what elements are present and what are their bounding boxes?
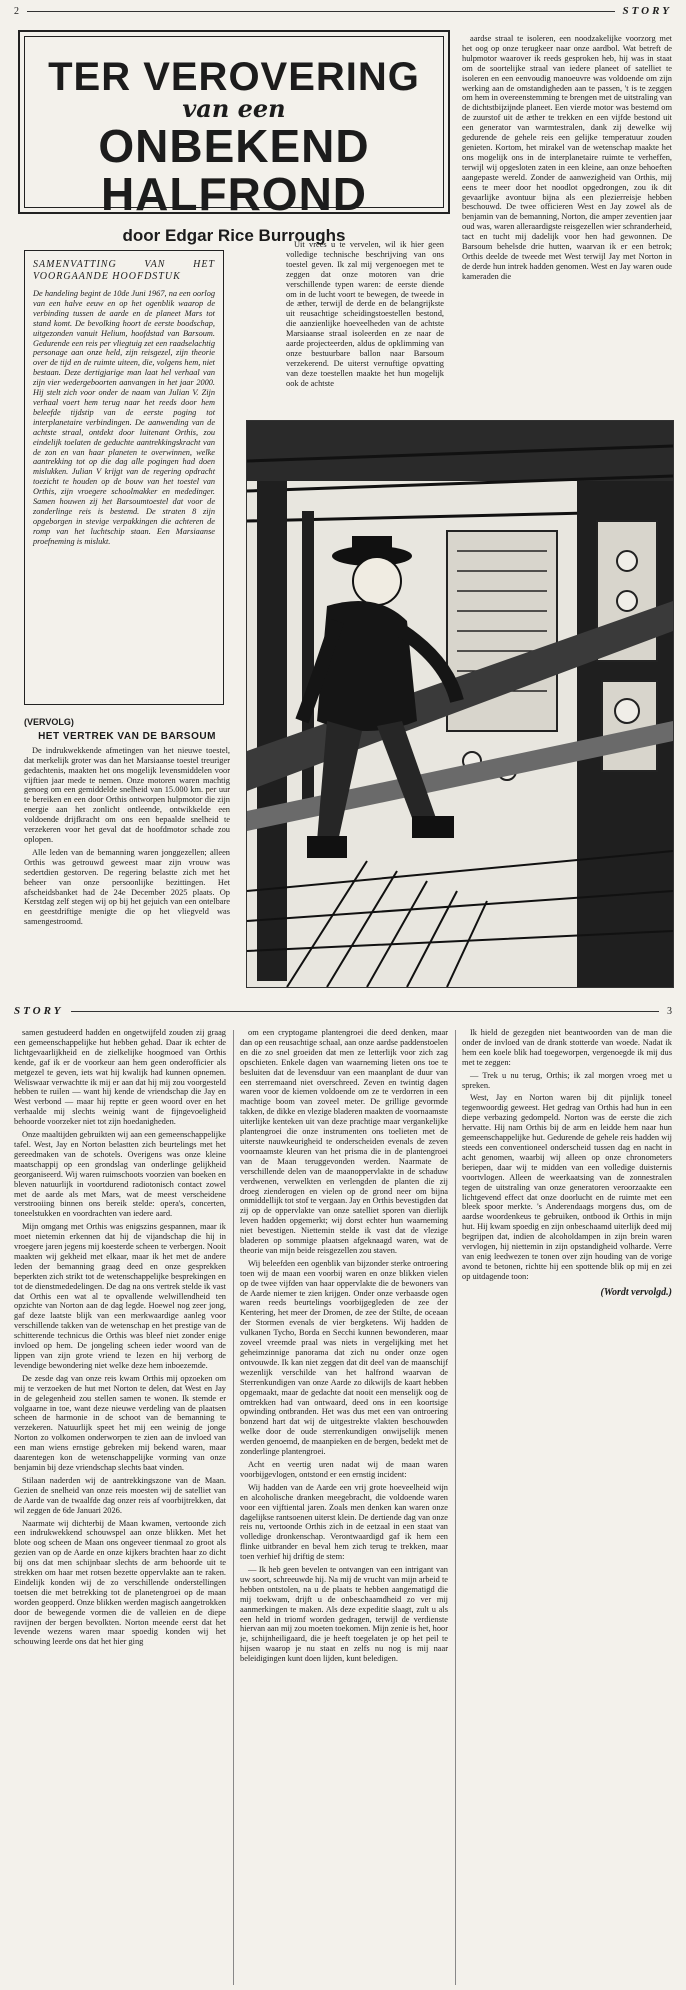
page-right	[0, 1000, 686, 1990]
article-column-3	[462, 1028, 672, 1528]
paragraph: Stilaan naderden wij de aantrekkingszone van de Maan. Gezien de snelheid van onze reis moesten wij de satelliet van de Aarde van de twaalfde dag onzer reis af voorbijtrekken, dat wil zeggen de 6de Januari 2026.	[14, 1475, 226, 1515]
magazine-name: STORY	[622, 5, 672, 17]
paragraph: Acht en veertig uren nadat wij de maan waren voorbijgevlogen, ontstond er een ernstig incident:	[240, 1459, 448, 1479]
paragraph: aardse straal te isoleren, een noodzakelijke voorzorg met het oog op onze terugkeer naar onze aardbol. Wat betreft de hulpmotor waarover ik reeds gesproken heb, hij was in staat om de soortelijke straal van iedere planeet of satelliet te isoleren en een eenvoudig manoeuvre was voldoende om zijn werking aan de omstandigheden aan te passen, 't is te zeggen om hem in overeenstemming te brengen met de uitstraling van de dichtstbijzijnde planeet. Een vierde motor was bestemd om de zuurstof uit de æther te trekken en een vijfde bestond uit een generator van warmtestralen, dank zij dewelke wij gedurende de gehele reis een gelijke temperatuur zouden genieten. Kortom, het mirakel van de wetenschap maakte het ons mogelijk ons in de interplanetaire ruimte te verheffen, terwijl wij opgesloten zaten in een kleine, aan onze behoeften aangepaste wereld. Zonder de aanwezigheid van Orthis, mij eens te meer door het noodlot opgedrongen, zou ik dit gevaarlijke avontuur bijna als een plezierreisje hebben beschouwd. De twee officieren West en Jay zowel als de benjamin van de bemanning, Norton, die amper zeventien jaar oud was, waren alleraardigste reisgezellen wier schranderheid, tact en tucht mij dadelijk voor hen had gewonnen. De Barsoum behelsde drie hutten, waarvan ik er een betrok; Orthis deelde de tweede met West terwijl Jay met Norton in de derde hun intrek hadden genomen. West en Jay waren oude kameraden die	[462, 34, 672, 281]
paragraph: Alle leden van de bemanning waren jonggezellen; alleen Orthis was getrouwd geweest maar zijn vrouw was sedertdien gestorven. De regering belastte zich met het beheer van onze persoonlijke bezittingen. Het afscheidsbanket had de 24e December 2025 plaats. Op Kerstdag zelf stegen wij op bij het gejuich van een ontelbare en geestdriftige menigte die op het vliegveld was samengestroomd.	[24, 847, 230, 927]
byline: door Edgar Rice Burroughs	[122, 226, 346, 245]
paragraph: De zesde dag van onze reis kwam Orthis mij opzoeken om mij te verzoeken de hut met Norton te delen, dat West en Jay in de gelegenheid zou stellen samen te wonen. Ik stemde er volgaarne in toe, want deze nieuwe verdeling van de plaatsen scheen de harmonie in de schoot van de bemanning te verzekeren. Natuurlijk speet het mij een weinig de jonge Norton zo volkomen onderworpen te zien aan de invloed van een man wiens ernstige gebreken mij bekend waren, maar daarentegen kon de wetenschappelijke vorming van onze benjamin bij deze vriendschap slechts baat vinden.	[14, 1373, 226, 1472]
title-line-3: ONBEKEND HALFROND	[98, 120, 370, 220]
summary-heading: SAMENVATTING VAN HET VOORGAANDE HOOFDSTUK	[33, 259, 215, 282]
section-heading: HET VERTREK VAN DE BARSOUM	[38, 730, 216, 742]
story-title-box	[18, 30, 450, 245]
paragraph: — Ik heb geen bevelen te ontvangen van een intrigant van uw soort, schreeuwde hij. Na mij de vrucht van mijn arbeid te hebben ontstolen, na u de plaats te hebben aangematigd die mij toekwam, drijft u de onbeschaamdheid zo ver mij aanmerkingen te maken. Als deze expeditie slaagt, zult u als een held in triomf worden gedragen, terwijl de verdienste hiervan aan mij zou moeten toekomen. Mijn zenie is het, hoor je, schijnheiligaard, die je heeft toegelaten je op het peil te hijsen waarop je nu staat en zelfs nu nog is mij naar beleidigingen kunt doen lijden, kunt beledigen.	[240, 1565, 448, 1664]
page-number: 3	[667, 1005, 672, 1017]
article-column-2	[240, 1028, 448, 1986]
paragraph: Uit vrees u te vervelen, wil ik hier geen volledige technische beschrijving van ons toestel geven. Ik zal mij vergenoegen met te zeggen dat onze motoren van drie verschillende typen waren: de eerste diende om in de lucht voort te bewegen, de tweede in de æther, terwijl de derde en de belangrijkste uit reusachtige scheidingstoestellen bestond, die aanzienlijke hoeveelheden van de achtste Marsiaanse straal isoleerden en ze naar de aarde projecteerden, aldus de opklimming van onze bestuurbare ballon naar Barsoum verzekerend. De uiterst vernuftige opvatting van deze toestellen maakte het hun mogelijk ook de achtste	[286, 240, 444, 388]
magazine-name: STORY	[14, 1005, 64, 1017]
title-line-2: van een	[182, 94, 286, 123]
paragraph: Ik hield de gezegden niet beantwoorden van de man die onder de invloed van de drank stotterde van woede. Nadat ik hem een koele blik had toegeworpen, vergenoegde ik mij dus met te zeggen:	[462, 1028, 672, 1067]
article-column-3	[462, 34, 672, 419]
illustration-engine-room	[247, 421, 673, 987]
article-column-2-intro	[286, 240, 444, 415]
article-column-1	[24, 712, 230, 992]
running-head	[14, 4, 672, 18]
paragraph: — Trek u nu terug, Orthis; ik zal morgen vroeg met u spreken.	[462, 1070, 672, 1090]
paragraph: De indrukwekkende afmetingen van het nieuwe toestel, dat merkelijk groter was dan het Marsiaanse toestel treuriger gedachtenis, maakten het ons mogelijk levensmiddelen voor vijftien jaar mede te nemen. Onze motoren waren machtig genoeg om een gemiddelde snelheid van 15.000 km. per uur te bereiken en een door Orthis ontworpen hulpmotor die zijn energie aan het zonlicht ontleende, ontwikkelde een voldoende drijfkracht om ons een bepaalde snelheid te verzekeren voor het geval dat de hoofdmotor schade zou oplopen.	[24, 745, 230, 844]
paragraph: om een cryptogame plantengroei die deed denken, maar dan op een reusachtige schaal, aan onze aardse paddenstoelen en die zo snel groeiden dat men ze letterlijk voor zich zag opschieten. Enkele dagen van waarneming lieten ons toe te besluiten dat de levensduur van een maanplant de duur van een sterremaand niet overschreed. Zeven en twintig dagen waren voor de kiemen voldoende om ze te verdorren in een machtige boom van zoveel meter. De grillige gevormde takken, de dikke en vlezige bladeren maakten de voornaamste uiterlijke kenteken uit van deze prachtige maar vergankelijke plantengroei die onze instrumenten ons toelieten met de uiterste nauwkeurigheid te onderscheiden evenals de zeven voornaamste kleuren van het prisma die in de plantengroei van de Maan teruggevonden werden. Naarmate de verschillende delen van de maanoppervlakte in de schaduw verdwenen, verwelkten en verlengden de planten die zij droeg zienderogen en vielen op de grond neer om bijna onmiddellijk tot stof te vergaan. Jay en Orthis bevestigden dat zij op de oppervlakte van onze satelliet sporen van dierlijk leven hadden opgemerkt; wij dorst echter hun waarneming niet bevestigen. Niettemin stelde ik vast dat de vlezige bladeren op sommige plaatsen afgeknaagd waren, wat de theorie van mijn beide reisgezellen zou staven.	[240, 1028, 448, 1255]
page-number: 2	[14, 5, 19, 17]
paragraph: Wij hadden van de Aarde een vrij grote hoeveelheid wijn en alcoholische dranken meegebracht, die voldoende waren voor een vijftiental jaren. Zoals men denken kan waren onze dagelijkse rantsoenen uiterst klein. De dertiende dag van onze reis nu, vertoonde Orthis zich in de eetzaal in een staat van volledige dronkenschap. Verontwaardigd gaf ik hem een flinke uitbrander en beval hem zich terug te trekken, maar toen verhief hij driftig de stem:	[240, 1482, 448, 1562]
article-column-1	[14, 1028, 226, 1986]
summary-text: De handeling begint de 10de Juni 1967, na een oorlog van een halve eeuw en op het ogenblik waarop de verbinding tussen de aarde en de planeet Mars tot stand komt. De bevolking hoort de eerste boodschap, uitgezonden vanuit Helium, hoofdstad van Barsoum. Gedurende een reis per vliegtuig zet een raadselachtig personage aan onze held, zijn reisgezel, zijn theorie over de tijd en de ruimte uiteen, die, volgens hem, niet bestaan. Deze dertigjarige man laat hel verhaal van zijn vier wedergeboorten aanvangen in het jaar 2000. Hij stelt zich voor onder de naam van Julian V. Zijn verhaal voert hem terug naar het reeds door hem beleefde tijdstip van de eerste poging tot interplanetaire verbindingen. De aanwending van de achtste straal, ontdekt door luitenant Orthis, zou eindelijk toelaten de geduchte aantrekkingskracht van de zon en van haar planeten te overwinnen, welke aantrekking tot op die dag alle pogingen had doen mislukken. Julian V krijgt van de regering opdracht toezicht te houden op de bouw van het toestel van Orthis, zijn vroegere schoolmakker en mededinger. Samen houwen zij het Barsoumtoestel dat voor de zonderlinge reis is bestemd. De straten 8 zijn opgeborgen in stevige verpakkingen die achteren de romp van het luchtschip staan. Een Marsiaanse proefneming is mislukt.	[33, 289, 215, 546]
paragraph: West, Jay en Norton waren bij dit pijnlijk toneel tegenwoordig geweest. Het gedrag van Orthis had hun in een diepe verbazing gedompeld. Norton was de eerste die zich hervatte. Hij nam Orthis bij de arm en leidde hem naar hun gemeenschappelijke hut. Gedurende de gehele reis hadden wij steeds een conventioneel onderscheid tussen dag en nacht in acht genomen, waarbij wij alleen op onze chronometers beriepen, daar wij te midden van een volledige duisternis voortvlogen. Alleen de weerkaatsing van de zonnestralen tegen de uitstraling van onze generatoren veroorzaakte een lichtgevend effect dat onze doorlucht en de ruimte met een bleek spoor merkte. 's Anderendaags morgens dus, om de aardse woordenkeus te gebruiken, ontbood ik Orthis in mijn hut. Hij kwam spoedig en zijn onbeschaamd uiterlijk deed mij begrijpen dat, indien de alcoholdampen in zijn brein waren vervlogen, hij niettemin in zijn opstandigheid volharde. Verre van enig leedwezen te tonen over zijn houding van de vorige avond te betonen, richtte hij een spottende blik op mij en zei op uitdagende toon:	[462, 1093, 672, 1281]
story-illustration	[246, 420, 674, 988]
title-line-1: TER VEROVERING	[48, 55, 420, 99]
running-head	[14, 1004, 672, 1018]
summary-box	[24, 250, 224, 705]
paragraph: samen gestudeerd hadden en ongetwijfeld zouden zij graag een gemeenschappelijke hut hebben gehad. Daar ik echter de lichtgevaarlijkheid en de zielkelijke hoogmoed van Orthis kende, gaf ik er de voorkeur aan hem geen onderofficier als metgezel te geven, iets wat hij kwalijk had kunnen opnemen. Weliswaar verwachtte ik mij er aan dat hij mij zou voorgesteld hebben te ruilen — want hij kende de vriendschap die Jay en West verbond — maar hij reptte er geen woord over en het verhaalde mij slechts weinig want de fijngevoeligheid behoorde voorzeker niet tot zijn hoedanigheden.	[14, 1028, 226, 1127]
paragraph: Mijn omgang met Orthis was enigszins gespannen, maar ik moet nietemin erkennen dat hij de vijandschap die hij in vroegere jaren jegens mij koesterde scheen te verbergen. Nooit maakten wij gekheid met elkaar, maar ik het met de andere leden der bemanning graag deed en onze gesprekken beperkten zich strikt tot de wetenschappelijke besprekingen en tot de dienstmededelingen. De dag na ons vertrek stelde ik vast dat Orthis een wat al te opvallende welwillendheid ten opzichte van Norton aan de dag legde. Hoewel nog zeer jong, gaf deze laatste blijk van een merkwaardige aanleg voor verschillende takken van de wetenschap en het prestige van de schitterende technicus die Orthis was bleef niet zonder enige invloed op hem. De jongeling scheen ieder woord van de lippen van zijn grote vriend te lezen en hij verborg de levendige bewondering niet welke deze hem inboezemde.	[14, 1222, 226, 1370]
paragraph: Wij beleefden een ogenblik van bijzonder sterke ontroering toen wij de maan een voorbij waren en onze blikken vielen op de twee vijfden van haar oppervlakte die de bewoners van de Aarde niemer te zien krijgen. Onder onze verbaasde ogen waren reeds beurtelings voorbijgegleden de zee der Kentering, het meer der Dromen, de zee der Stilte, de oceaan der Stormen evenals de vier bergketens. Wij hadden de vulkanen Tycho, Borda en Secchi kunnen bewonderen, maar zoveel vreemde praal was niets in vergelijking met het geheimzinnige panorama dat zich nu onder onze ogen ontvouwde. Ik kan niet zeggen dat dit deel van de maanschijf wezenlijk verschilde van het halfrond waarvan de Sterrenkundigen van onze Aarde zo dikwijls de kaart hebben opgemaakt, maar de gedachte dat nooit een menselijk oog de omtrekken had van ontwaard, deed ons in een koortsige opwinding ontbranden. Het was dus met een van ontroering bonzend hart dat wij de uitgestrekte vlakten beschouwden welke door de oude sterrenkundigen onwijselijk menen werden genoemd, de maanpieken en de bergen, bedekt met de zonderlinge plantengroei.	[240, 1258, 448, 1457]
to-be-continued: (Wordt vervolgd.)	[600, 1286, 672, 1298]
paragraph: Naarmate wij dichterbij de Maan kwamen, vertoonde zich een indrukwekkend schouwspel aan onze blikken. Met het blote oog scheen de Maan ons ongeveer tienmaal zo groot als gezien van op de Aarde en onze kijkers brachten haar zo dicht bij ons dat men schijnbaar slechts de arm behoorde uit te strekken om haar met rotsen bezette oppervlakte aan te raken. Eindelijk konden wij de zo verschillende onderstellingen toetsen die met betrekking tot de planetengroei op de maan worden geopperd. Onze blikken werden magisch aangetrokken door de bewegende vormen die de valleien en de diepe ravijnen der bergen bevolkten. Norton meende eerst dat het levende wezens waren maar spoedig konden wij het schouwing leerde ons dat het hier ging	[14, 1518, 226, 1647]
paragraph: Onze maaltijden gebruikten wij aan een gemeenschappelijke tafel. West, Jay en Norton belastten zich beurtelings met het gereedmaken van de schotels. Overigens was onze kleine maatschappij op een grondslag van onderlinge gelijkheid georganiseerd. Wij waren ruimschoots voorzien van boeken en bleven natuurlijk in voortdurend radiotonisch contact zowel met de aarde als met Mars, wat de meest verscheidene verstrooiing binnen ons bereik stelde: opera's, concerten, toneelstukken en voordrachten van iedere aard.	[14, 1130, 226, 1219]
continued-label: (VERVOLG)	[24, 717, 74, 727]
